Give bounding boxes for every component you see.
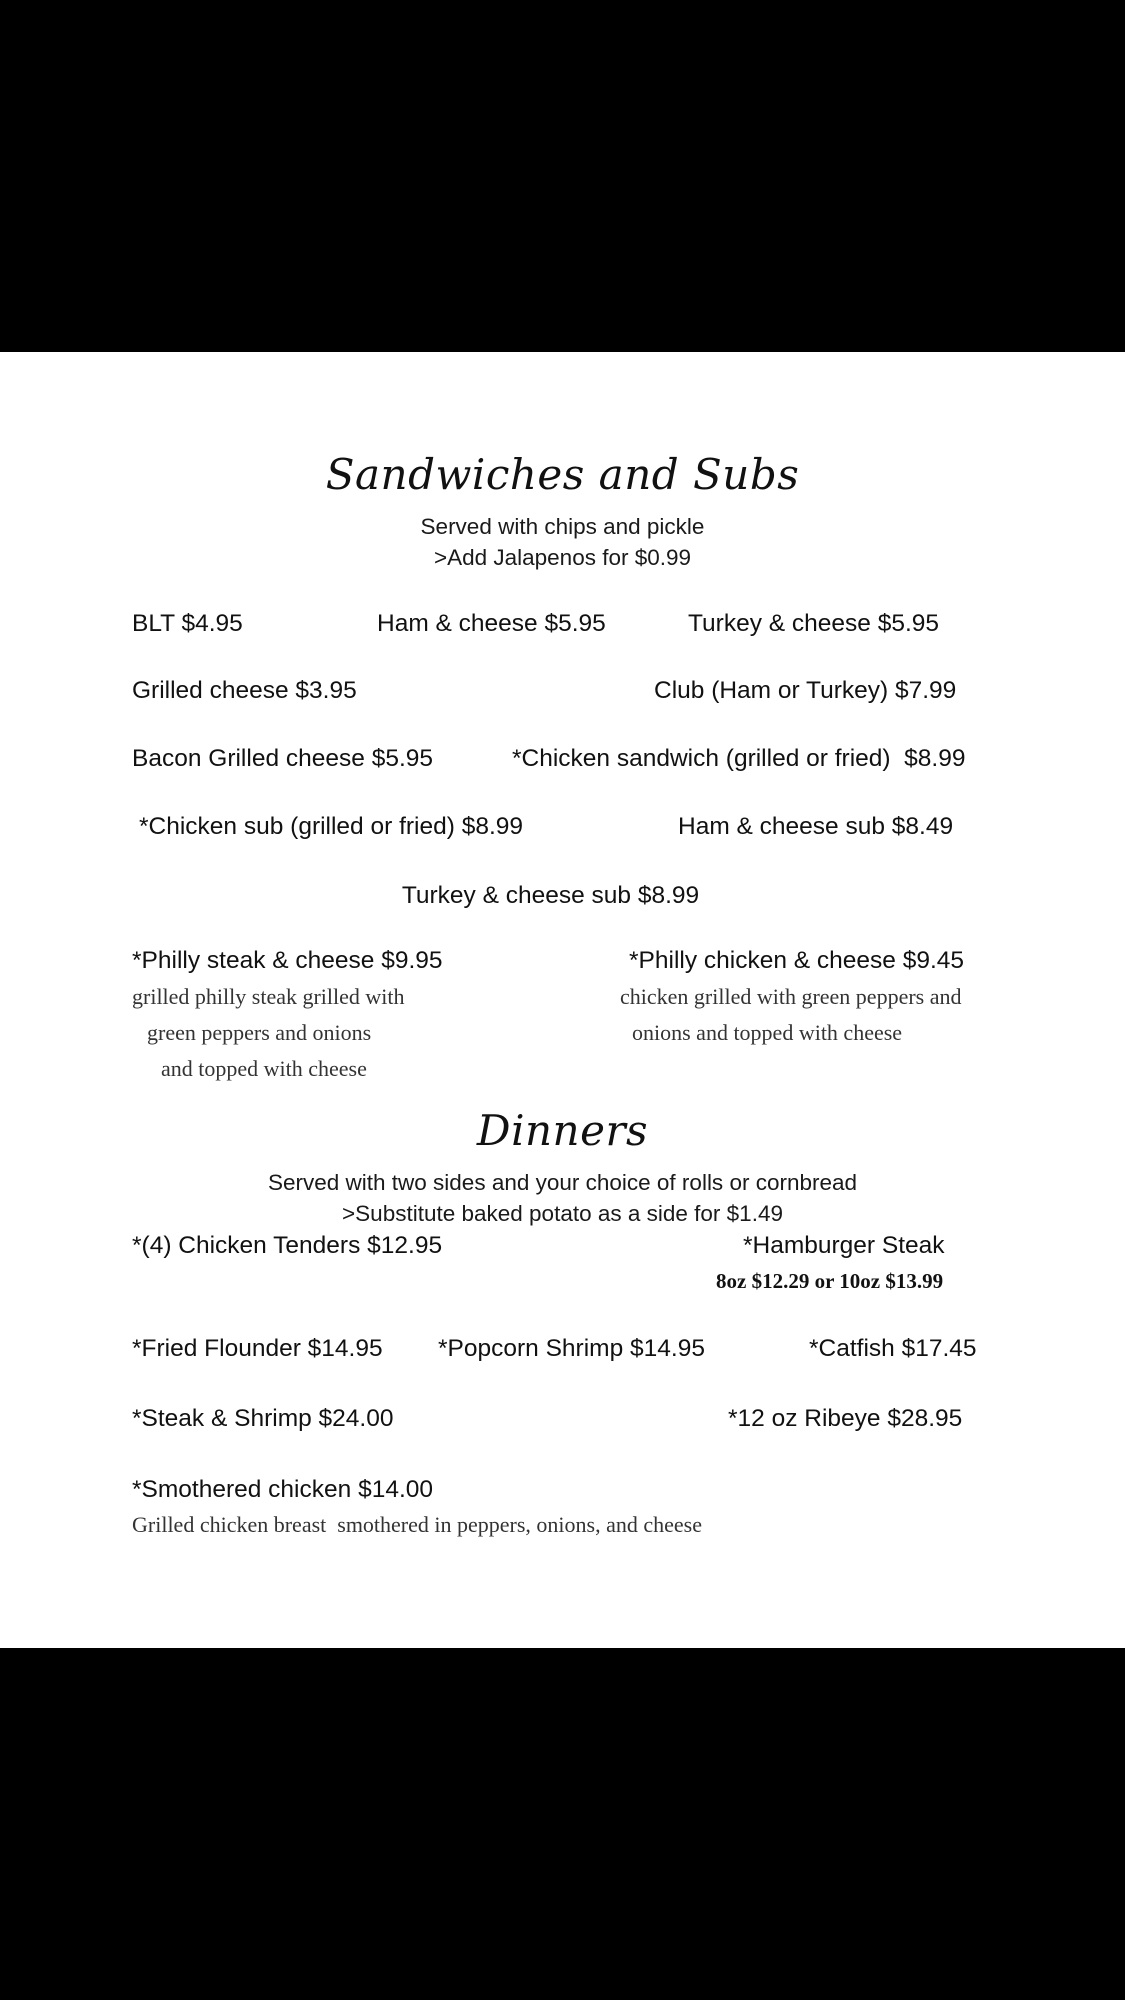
sandwiches-note-jalapenos: >Add Jalapenos for $0.99 <box>433 545 692 570</box>
menu-item-ribeye: *12 oz Ribeye $28.95 <box>728 1405 963 1432</box>
philly-steak-desc-line: grilled philly steak grilled with <box>132 984 405 1009</box>
menu-item-ham-cheese: Ham & cheese $5.95 <box>377 610 606 637</box>
smothered-chicken-desc: Grilled chicken breast smothered in peppers, onions, and cheese <box>132 1512 702 1537</box>
dinners-note-potato: >Substitute baked potato as a side for $1.49 <box>342 1201 783 1226</box>
sandwiches-note-sides: Served with chips and pickle <box>420 514 705 539</box>
menu-item-blt: BLT $4.95 <box>132 610 243 637</box>
menu-item-chicken-sandwich: *Chicken sandwich (grilled or fried) $8.99 <box>512 745 966 772</box>
menu-item-grilled-cheese: Grilled cheese $3.95 <box>132 677 357 704</box>
menu-item-turkey-cheese-sub: Turkey & cheese sub $8.99 <box>401 882 700 909</box>
top-black-band <box>0 0 1125 352</box>
dinners-note-sides: Served with two sides and your choice of rolls or cornbread <box>267 1170 858 1195</box>
menu-page <box>0 352 1125 1648</box>
menu-item-steak-shrimp: *Steak & Shrimp $24.00 <box>132 1405 394 1432</box>
bottom-black-band <box>0 1648 1125 2000</box>
menu-item-popcorn-shrimp: *Popcorn Shrimp $14.95 <box>438 1335 705 1362</box>
section-title-sandwiches: Sandwiches and Subs <box>325 450 800 499</box>
philly-steak-desc-line: green peppers and onions <box>147 1020 372 1045</box>
menu-item-chicken-tenders: *(4) Chicken Tenders $12.95 <box>132 1232 443 1259</box>
philly-steak-desc-line: and topped with cheese <box>161 1056 367 1081</box>
hamburger-steak-sizes: 8oz $12.29 or 10oz $13.99 <box>716 1269 944 1293</box>
menu-item-philly-steak: *Philly steak & cheese $9.95 <box>132 947 443 974</box>
menu-item-ham-cheese-sub: Ham & cheese sub $8.49 <box>678 813 954 840</box>
section-title-dinners: Dinners <box>476 1106 649 1155</box>
menu-item-chicken-sub: *Chicken sub (grilled or fried) $8.99 <box>139 813 524 840</box>
menu-item-philly-chicken: *Philly chicken & cheese $9.45 <box>629 947 965 974</box>
menu-item-smothered-chicken: *Smothered chicken $14.00 <box>132 1476 433 1503</box>
menu-item-club: Club (Ham or Turkey) $7.99 <box>654 677 957 704</box>
menu-item-turkey-cheese: Turkey & cheese $5.95 <box>688 610 940 637</box>
philly-chicken-desc-line: onions and topped with cheese <box>632 1020 903 1045</box>
philly-chicken-desc-line: chicken grilled with green peppers and <box>620 984 962 1009</box>
menu-item-bacon-grilled-cheese: Bacon Grilled cheese $5.95 <box>132 745 433 772</box>
menu-item-fried-flounder: *Fried Flounder $14.95 <box>132 1335 383 1362</box>
menu-item-catfish: *Catfish $17.45 <box>809 1335 977 1362</box>
menu-item-hamburger-steak: *Hamburger Steak <box>743 1232 945 1259</box>
